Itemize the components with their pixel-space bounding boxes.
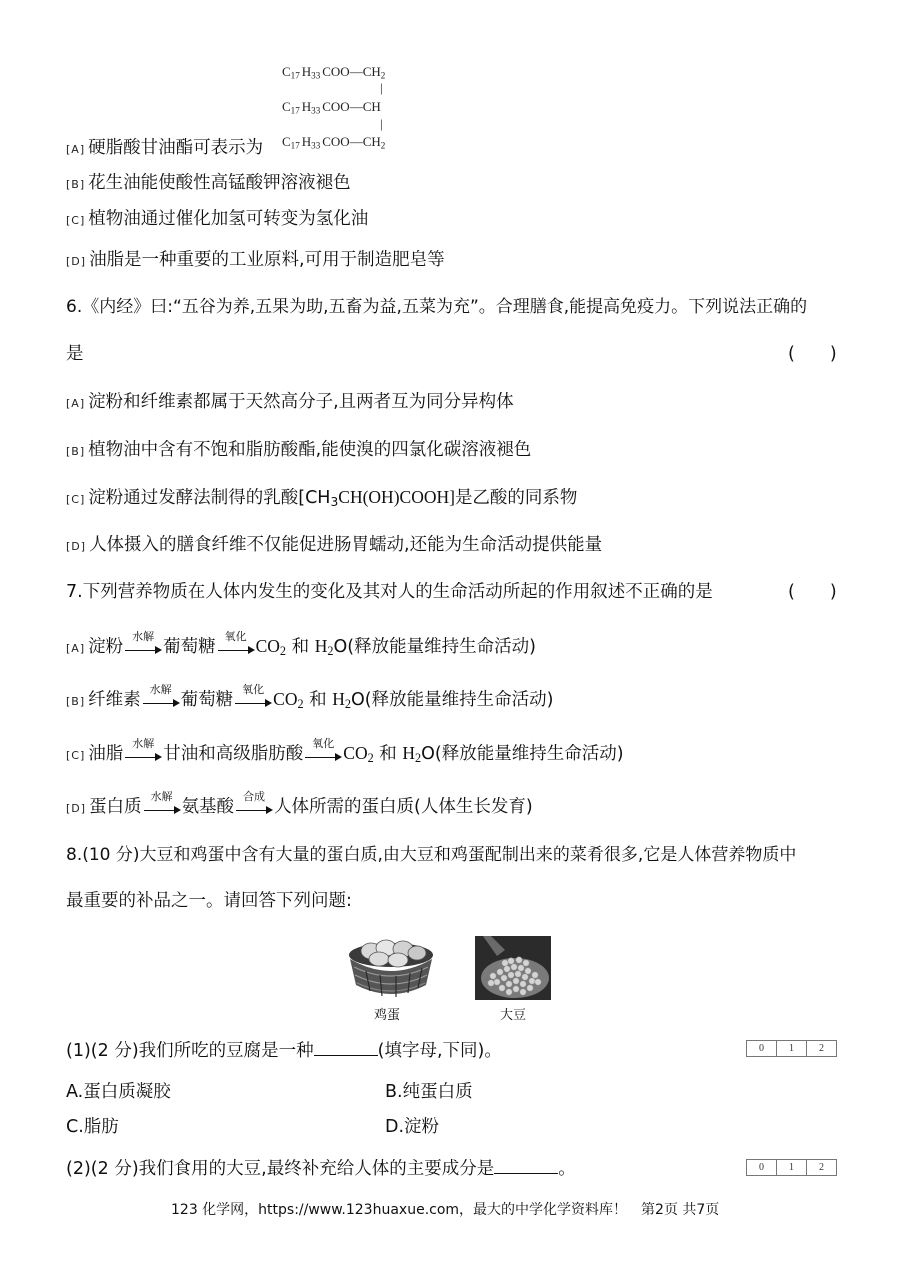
soybeans-caption: 大豆 bbox=[499, 1008, 526, 1023]
q8-sub1-option-a: A.蛋白质凝胶 bbox=[66, 1082, 171, 1102]
option-text: 人体摄入的膳食纤维不仅能促进肠胃蠕动,还能为生命活动提供能量 bbox=[89, 535, 603, 555]
formula-bond-2: | bbox=[380, 116, 383, 131]
q7-option-c: [C] 油脂 水解 甘油和高级脂肪酸 氧化 $CO_2$ 和 $H_2O$(释放能量维持生命活动) bbox=[66, 741, 624, 768]
formula-row-3: $C_{17}$ $H_{33}$ $COO—CH_2$ bbox=[282, 134, 386, 151]
option-tag: [B] bbox=[66, 178, 86, 191]
formula-row-1: $C_{17}$ $H_{33}$ $COO—CH_2$ bbox=[282, 64, 386, 81]
score-option-0[interactable]: 0 bbox=[759, 1162, 764, 1173]
option-tag: [B] bbox=[66, 445, 86, 458]
formula-row-2: $C_{17}$ $H_{33}$ COO—CH bbox=[282, 99, 381, 116]
q7-option-a: [A] 淀粉 水解 葡萄糖 氧化 $CO_2$ 和 $H_2O$(释放能量维持生命活动) bbox=[66, 634, 536, 661]
q5-option-c bbox=[66, 207, 368, 233]
score-option-1[interactable]: 1 bbox=[776, 1041, 806, 1056]
q7-option-d: [D] 蛋白质 水解 氨基酸 合成 人体所需的蛋白质(人体生长发育) bbox=[66, 795, 533, 821]
q6-option-b bbox=[66, 438, 531, 464]
reaction-arrow-icon: 水解 bbox=[143, 797, 181, 821]
eggs-caption: 鸡蛋 bbox=[373, 1008, 400, 1023]
score-box-sub2[interactable] bbox=[746, 1159, 837, 1176]
q7-answer-paren: ( ) bbox=[788, 582, 837, 602]
q6-answer-paren: ( ) bbox=[788, 344, 837, 364]
q8-sub1-option-d: D.淀粉 bbox=[385, 1117, 440, 1137]
option-tag: [A] bbox=[66, 397, 86, 410]
score-option-0[interactable]: 0 bbox=[759, 1043, 764, 1054]
q5-option-d bbox=[66, 248, 445, 274]
q8-sub1-option-b: B.纯蛋白质 bbox=[385, 1082, 473, 1102]
option-tag: [D] bbox=[66, 255, 87, 268]
page-footer: 123 化学网，https://www.123huaxue.com，最大的中学化学资料库！ 第2页 共7页 bbox=[171, 1202, 720, 1218]
q6-option-a bbox=[66, 390, 514, 416]
option-text: 硬脂酸甘油酯可表示为 bbox=[88, 138, 264, 158]
q6-option-c: [C] 淀粉通过发酵法制得的乳酸$[CH_3CH(OH)COOH]$是乙酸的同系物 bbox=[66, 487, 578, 510]
reaction-arrow-icon: 合成 bbox=[235, 797, 273, 821]
q5-option-b bbox=[66, 171, 351, 197]
option-tag: [C] bbox=[66, 214, 86, 227]
option-tag: [C] bbox=[66, 493, 86, 506]
score-option-2[interactable]: 2 bbox=[806, 1160, 836, 1175]
soybeans-image bbox=[475, 936, 551, 1000]
q8-stem: 8.(10 分)大豆和鸡蛋中含有大量的蛋白质,由大豆和鸡蛋配制出来的菜肴很多,它是人体营养物质中 bbox=[66, 845, 797, 865]
eggs-basket-image bbox=[346, 933, 436, 1001]
reaction-arrow-icon: 水解 bbox=[124, 637, 162, 661]
q8-sub1-option-c: C.脂肪 bbox=[66, 1117, 119, 1137]
option-text: 植物油通过催化加氢可转变为氢化油 bbox=[88, 209, 369, 229]
score-option-1[interactable]: 1 bbox=[776, 1160, 806, 1175]
answer-blank[interactable] bbox=[494, 1157, 558, 1174]
score-box-sub1[interactable] bbox=[746, 1040, 837, 1057]
reaction-arrow-icon: 氧化 bbox=[217, 637, 255, 661]
option-tag: [D] bbox=[66, 540, 87, 553]
option-text: 淀粉和纤维素都属于天然高分子,且两者互为同分异构体 bbox=[88, 392, 514, 412]
reaction-arrow-icon: 水解 bbox=[124, 744, 162, 768]
option-tag: [B] bbox=[66, 695, 86, 708]
option-text: 花生油能使酸性高锰酸钾溶液褪色 bbox=[88, 173, 351, 193]
option-tag: [D] bbox=[66, 802, 87, 815]
q6-stem-cont: 是 bbox=[66, 344, 84, 364]
q6-stem: 6.《内经》曰:“五谷为养,五果为助,五畜为益,五菜为充”。合理膳食,能提高免疫力。下列说法正确的 bbox=[66, 297, 808, 317]
q8-stem-cont: 最重要的补品之一。请回答下列问题: bbox=[66, 891, 352, 911]
q7-stem: 7.下列营养物质在人体内发生的变化及其对人的生命活动所起的作用叙述不正确的是 bbox=[66, 582, 713, 602]
option-text: 油脂是一种重要的工业原料,可用于制造肥皂等 bbox=[89, 250, 445, 270]
q8-sub1: (1)(2 分)我们所吃的豆腐是一种 (填字母,下同)。 bbox=[66, 1041, 502, 1061]
q6-option-d bbox=[66, 533, 602, 559]
option-text: 植物油中含有不饱和脂肪酸酯,能使溴的四氯化碳溶液褪色 bbox=[88, 440, 532, 460]
formula-bond-1: | bbox=[380, 80, 383, 95]
option-tag: [C] bbox=[66, 749, 86, 762]
q5-option-a bbox=[66, 136, 263, 162]
option-tag: [A] bbox=[66, 642, 86, 655]
reaction-arrow-icon: 氧化 bbox=[304, 744, 342, 768]
reaction-arrow-icon: 氧化 bbox=[234, 690, 272, 714]
score-option-2[interactable]: 2 bbox=[806, 1041, 836, 1056]
q8-sub2: (2)(2 分)我们食用的大豆,最终补充给人体的主要成分是 。 bbox=[66, 1159, 576, 1179]
reaction-arrow-icon: 水解 bbox=[142, 690, 180, 714]
answer-blank[interactable] bbox=[314, 1039, 378, 1056]
option-text: 淀粉通过发酵法制得的乳酸[CH bbox=[88, 488, 331, 508]
option-tag: [A] bbox=[66, 143, 86, 156]
q7-option-b: [B] 纤维素 水解 葡萄糖 氧化 $CO_2$ 和 $H_2O$(释放能量维持生命活动) bbox=[66, 687, 553, 714]
